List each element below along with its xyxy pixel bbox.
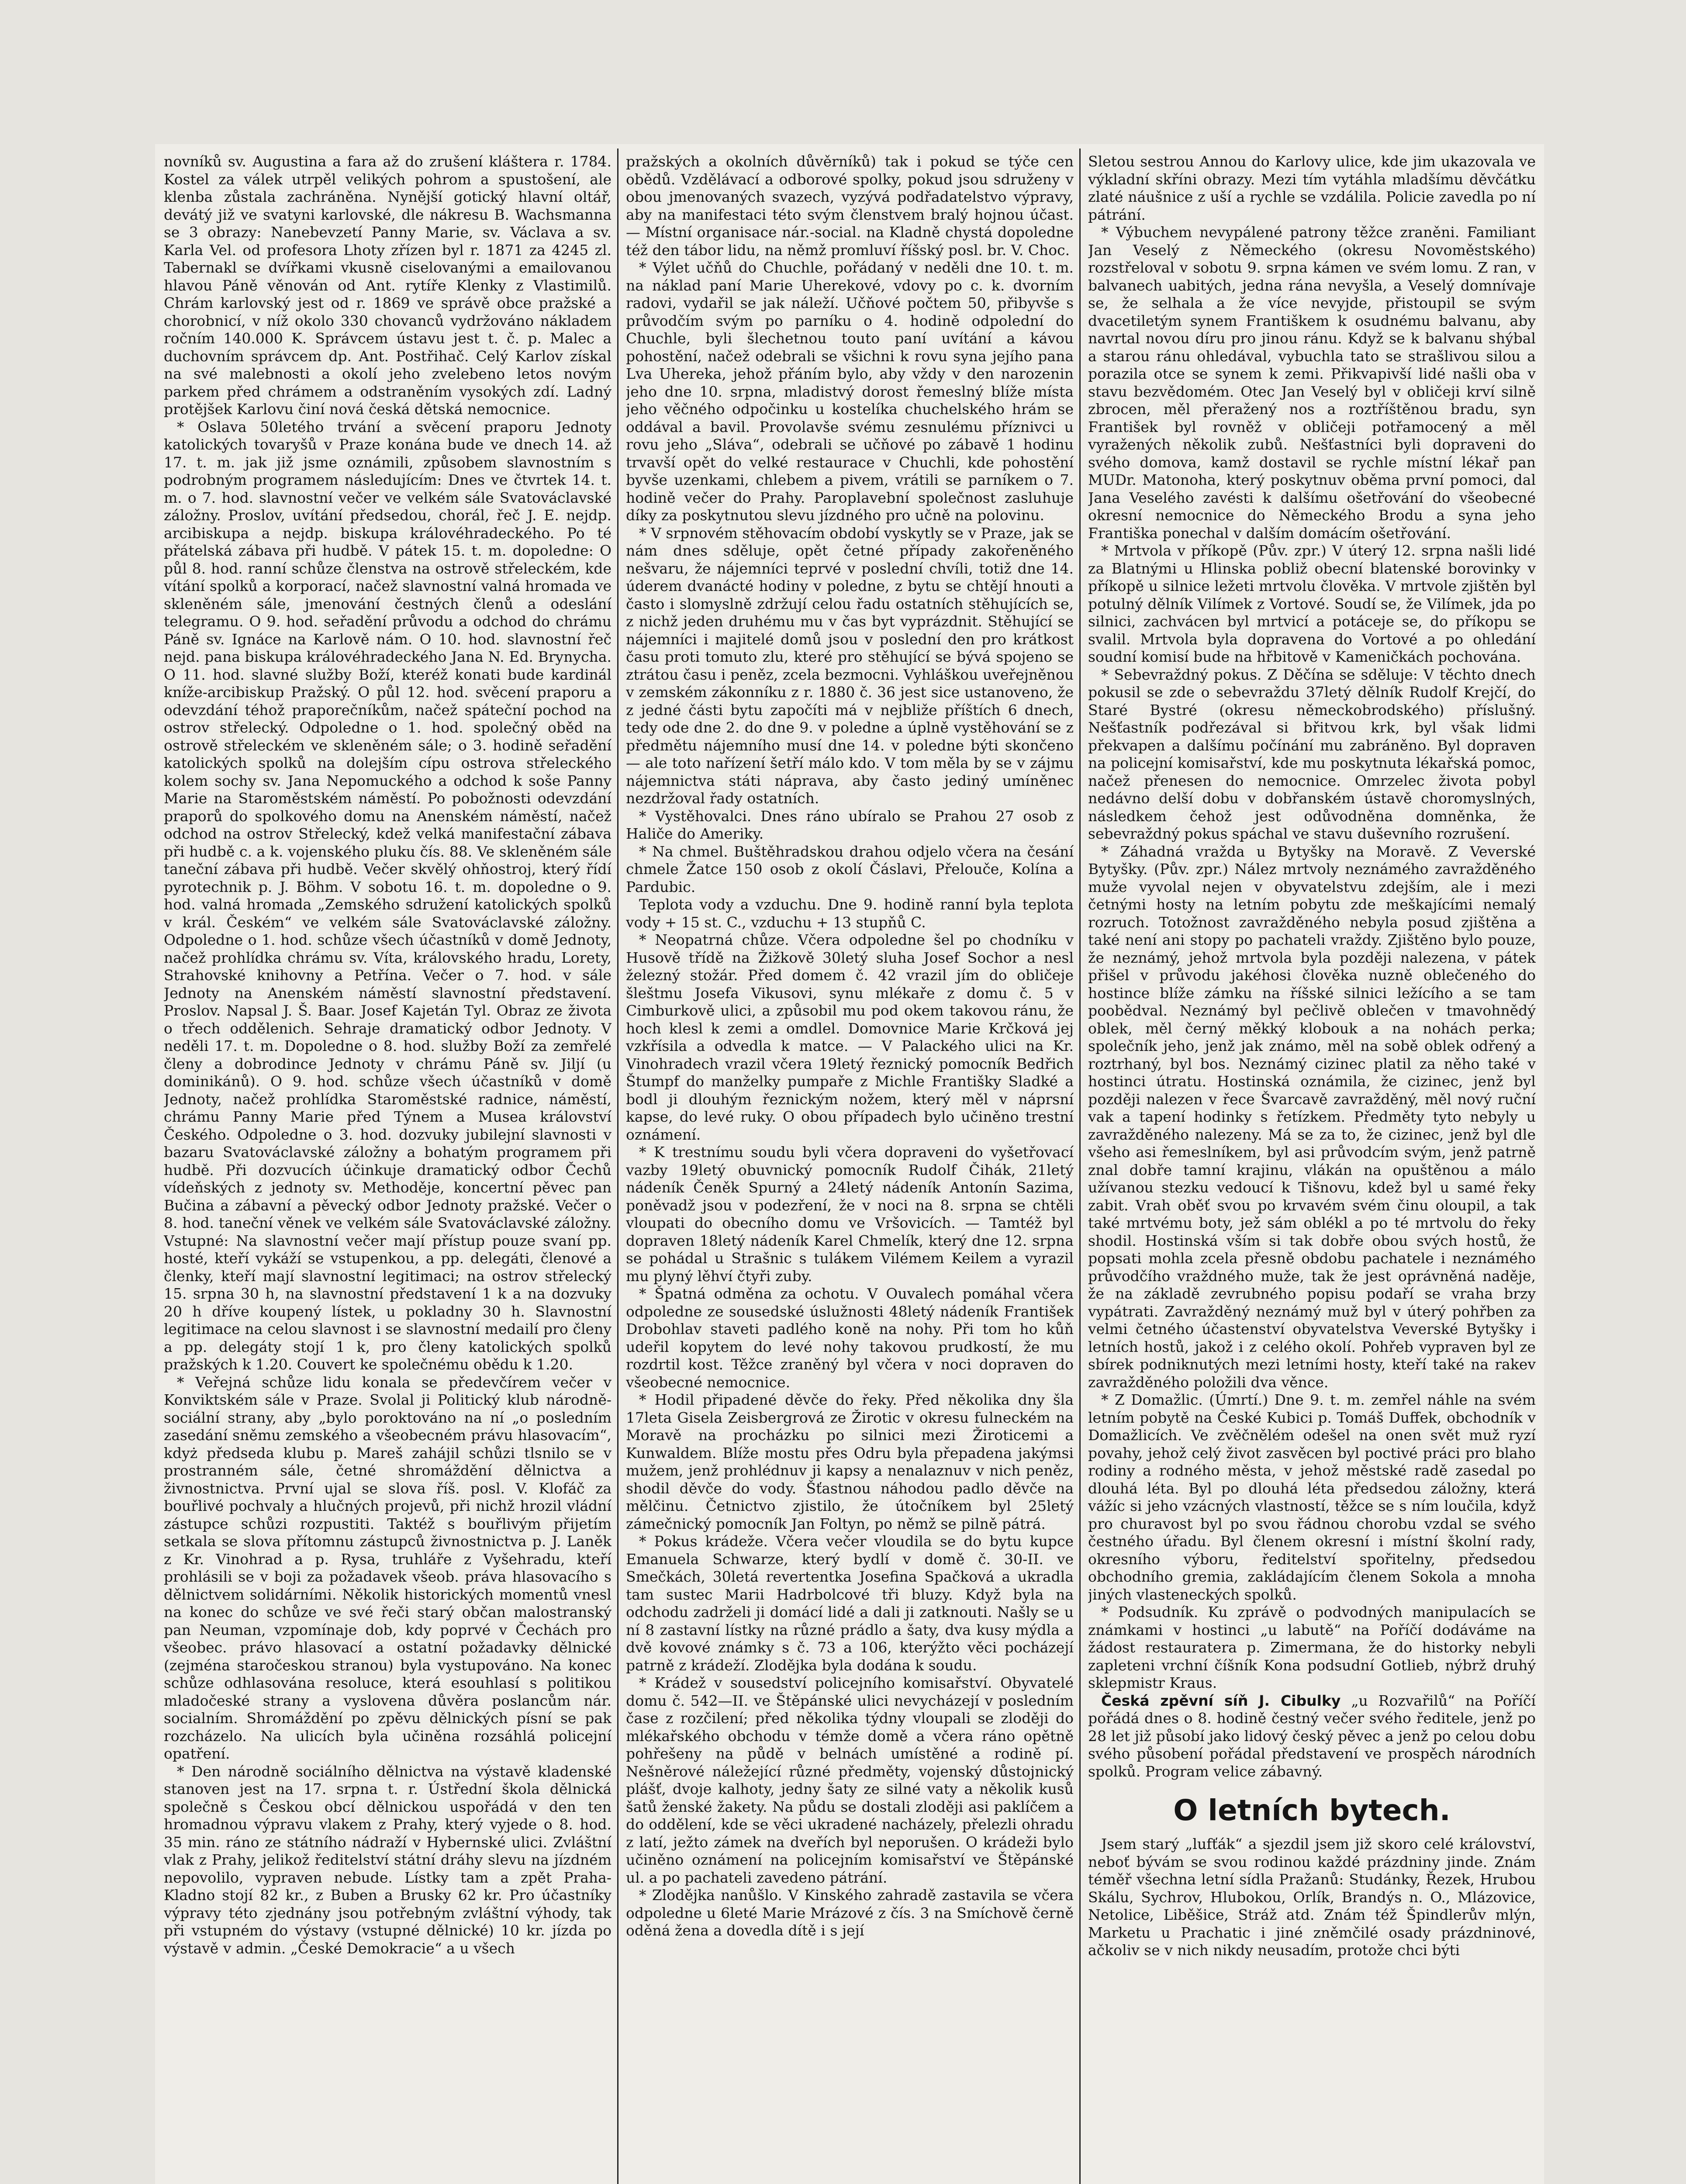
article-paragraph: Sletou sestrou Annou do Karlovy ulice, kde jim ukazovala ve výkladní skříni obrazy. Mezi tím vytáhla mladšímu děvčátku zlaté náušnice z uší a rychle se vzdálila. Policie zavedla po ní pátrání. xyxy=(1088,153,1536,223)
article-paragraph: * Zlodějka nanůšlo. V Kinského zahradě zastavila se včera odpoledne u 6leté Marie Mrázové z čís. 3 na Smíchově černě oděná žena a dovedla dítě i s její xyxy=(626,1887,1074,1939)
column-3 xyxy=(1088,153,1536,2184)
section-title: O letních bytech. xyxy=(1173,1794,1451,1827)
article-paragraph: * Sebevraždný pokus. Z Děčína se sděluje: V těchto dnech pokusil se zde o sebevraždu 37letý dělník Rudolf Krejčí, do Staré Bystré (okresu německobrodského) příslušný. Nešťastník podřezával si břitvou krk, byl však lidmi překvapen a dalšímu počínání mu zabráněno. Byl dopraven na policejní komisařství, kde mu poskytnuta lékařská pomoc, načež přenesen do nemocnice. Omrzelec života pobyl nedávno delší dobu v dobřanském ústavě choromyslných, následkem čehož jest odůvodněna domněnka, že sebevraždný pokus spáchal ve stavu duševního rozrušení. xyxy=(1088,666,1536,842)
article-paragraph: * Podsudník. Ku zprávě o podvodných manipulacích se známkami v hostinci „u labutě“ na Poříčí dodáváme na žádost restauratera p. Zimermana, že do historky nebyli zapleteni vrchní číšník Kona podsudní Gotlieb, nýbrž druhý sklepmistr Kraus. xyxy=(1088,1603,1536,1691)
advert-name: Česká zpěvní síň J. Cibulky xyxy=(1101,1692,1341,1709)
article-paragraph: Teplota vody a vzduchu. Dne 9. hodině ranní byla teplota vody + 15 st. C., vzduchu + 13 stupňů C. xyxy=(626,896,1074,931)
article-paragraph: * Neopatrná chůze. Včera odpoledne šel po chodníku v Husově třídě na Žižkově 30letý sluha Josef Sochor a nesl železný stožár. Před domem č. 42 vrazil jím do obličeje šleštmu Josefa Vikusovi, synu mlékaře z domu č. 5 v Cimburkově ulici, a způsobil mu pod okem takovou ránu, že hoch klesl k zemi a omdlel. Domovnice Marie Krčková jej vzkřísila a odvedla k matce. — V Palackého ulici na Kr. Vinohradech vrazil včera 19letý řeznický pomocník Bedřich Štumpf do manželky pumpaře z Michle Františky Sladké a bodl ji dlouhým řeznickým nožem, který měl v náprsní kapse, do levé ruky. O obou případech bylo učiněno trestní oznámení. xyxy=(626,931,1074,1143)
article-paragraph: pražských a okolních důvěrníků) tak i pokud se týče cen obědů. Vzdělávací a odborové spolky, pokud jsou sdruženy v obou jmenovaných svazech, vyzývá podřadatelstvo výpravy, aby na manifestaci této svým členstvem bralý hojnou účast. — Místní organisace nár.-social. na Kladně chystá dopoledne též den tábor lidu, na němž promluví říšský posl. br. V. Choc. xyxy=(626,153,1074,259)
article-paragraph: * Na chmel. Buštěhradskou drahou odjelo včera na česání chmele Žatce 150 osob z okolí Čáslavi, Přelouče, Kolína a Pardubic. xyxy=(626,843,1074,895)
article-paragraph: * Den národně sociálního dělnictva na výstavě kladenské stanoven jest na 17. srpna t. r. Ústřední škola dělnická společně s Českou obcí dělnickou uspořádá v den ten hromadnou výpravu vlakem z Prahy, který vyjede o 8. hod. 35 min. ráno ze státního nádraží v Hybernské ulici. Zvláštní vlak z Prahy, jelikož ředitelství státní dráhy slevu na jízdném nepovolilo, vypraven nebude. Lístky tam a zpět Praha-Kladno stojí 82 kr., z Buben a Brusky 62 kr. Pro účastníky výpravy této zjednány jsou potřebným zvláštní výhody, tak při vstupném do výstavy (vstupné dělnické) 10 kr. jízda po výstavě v admin. „České Demokracie“ a u všech xyxy=(164,1762,612,1957)
article-paragraph: * Výbuchem nevypálené patrony těžce zraněni. Familiant Jan Veselý z Německého (okresu Novoměstského) rozstřeloval v sobotu 9. srpna kámen ve svém lomu. Z ran, v balvanech uabitých, jedna rána nevyšla, a Veselý domnívaje se, že selhala a že více nevyjde, přistoupil se svým dvacetiletým synem Františkem k osudnému balvanu, aby navrtal novou díru pro jinou ránu. Když se k balvanu shýbal a starou ránu ohledával, vybuchla tato se strašlivou silou a porazila otce se synem k zemi. Přikvapivší lidé našli oba v stavu bezvědomém. Otec Jan Veselý byl v obličeji krví silně zbrocen, měl přeražený nos a roztříštěnou bradu, syn František byl rovněž v obličeji potřamocený a měl vyražených několik zubů. Nešťastníci byli dopraveni do svého domova, kamž dostavil se rychle místní lékař pan MUDr. Matonoha, který poskytnuv oběma první pomoci, dal Jana Veselého zavésti k dalšímu ošetřování do všeobecné okresní nemocnice do Německého Brodu a syna jeho Františka ponechal v dalším domácím ošetřování. xyxy=(1088,224,1536,542)
article-paragraph: * Mrtvola v příkopě (Pův. zpr.) V úterý 12. srpna našli lidé za Blatnými u Hlinska pobliž obecní blatenské borovinky v příkopě u silnice ležeti mrtvolu člověka. V mrtvole zjištěn byl potulný dělník Vilímek z Vortové. Soudí se, že Vilímek, jda po silnici, zachvácen byl mrtvicí a potáceje se, do příkopu se svalil. Mrtvola byla dopravena do Vortové a po ohledání soudní komisí bude na hřbitově v Kameničkách pochována. xyxy=(1088,542,1536,665)
newspaper-page xyxy=(155,144,1544,2184)
article-paragraph: * Krádež v sousedství policejního komisařství. Obyvatelé domu č. 542—II. ve Štěpánské ulici nevycházejí v posledním čase z rozčilení; před několika týdny vloupali se zloději do mlékařského obchodu v témže domě a včera ráno opětně pohřešeny na půdě v belnách umístěné a rodině pí. Nešněrové náležející různé předměty, vojenský důstojnický plášť, dvoje kalhoty, jedny šaty ze silné vaty a několik kusů šatů ženské žakety. Na půdu se dostali zloději asi paklíčem a do oddělení, kde se věci ukradené nacházely, přelezli ohradu z latí, ježto zámek na dveřích byl neporušen. O krádeži bylo učiněno oznámení na policejním komisařství ve Štěpánské ul. a po pachateli zavedeno pátrání. xyxy=(626,1674,1074,1886)
column-rule xyxy=(1079,149,1081,2184)
column-1 xyxy=(164,153,612,2184)
column-2 xyxy=(626,153,1074,2184)
article-paragraph: * Oslava 50letého trvání a svěcení praporu Jednoty katolických tovaryšů v Praze konána bude ve dnech 14. až 17. t. m. jak již jsme oznámili, způsobem slavnostním s podrobným programem následujícím: Dnes ve čtvrtek 14. t. m. o 7. hod. slavnostní večer ve velkém sále Svatováclavské záložny. Proslov, uvítání předsedou, chorál, řeč J. E. nejdp. arcibiskupa a nejdp. biskupa královéhradeckého. Po té přátelská zábava při hudbě. V pátek 15. t. m. dopoledne: O půl 8. hod. ranní schůze členstva na ostrově střeleckém, kde vítání spolků a korporací, načež slavnostní valná hromada ve skleněném sále, jmenování čestných členů a odeslání telegramu. O 9. hod. seřadění průvodu a odchod do chrámu Páně sv. Ignáce na Karlově nám. O 10. hod. slavnostní řeč nejd. pana biskupa královéhradeckého Jana N. Ed. Brynycha. O 11. hod. slavné služby Boží, kteréž konati bude kardinál kníže-arcibiskup Pražský. O půl 12. hod. svěcení praporu a odevzdání téhož praporečníkům, načež spáteční pochod na ostrov střelecký. Odpoledne o 1. hod. společný oběd na ostrově střeleckém ve skleněném sále; o 3. hodině seřadění katolických spolků na dolejším cípu ostrova střeleckého kolem sochy sv. Jana Nepomuckého a odchod k soše Panny Marie na Staroměstském náměstí. Po pobožnosti odevzdání praporů do spolkového domu na Anenském náměstí, načež odchod na ostrov Střelecký, kdež velká manifestační zábava při hudbě c. a k. vojenského pluku čís. 88. Ve skleněném sále taneční zábava při hudbě. Večer skvělý ohňostroj, který řídí pyrotechnik p. J. Böhm. V sobotu 16. t. m. dopoledne o 9. hod. valná hromada „Zemského sdružení katolických spolků v král. Českém“ ve velkém sále Svatováclavské záložny. Odpoledne o 1. hod. schůze všech účastníků v domě Jednoty, načež prohlídka chrámu sv. Víta, královského hradu, Lorety, Strahovské knihovny a Petřína. Večer o 7. hod. v sále Jednoty na Anenském náměstí slavnostní představení. Proslov. Napsal J. Š. Baar. Josef Kajetán Tyl. Obraz ze života o třech oddělenich. Sehraje dramatický odbor Jednoty. V neděli 17. t. m. Dopoledne o 8. hod. služby Boží za zemřelé členy a dobrodince Jednoty v chrámu Páně sv. Jiljí (u dominikánů). O 9. hod. schůze všech účastníků v domě Jednoty, načež prohlídka Staroměstské radnice, náměstí, chrámu Panny Marie před Týnem a Musea království Českého. Odpoledne o 3. hod. dozvuky jubilejní slavnosti v bazaru Svatováclavské záložny a bohatým programem při hudbě. Při dozvucích účinkuje dramatický odbor Čechů vídeňských z jednoty sv. Methoděje, koncertní pěvec pan Bučina a zábavní a pěvecký odbor Jednoty pražské. Večer o 8. hod. taneční věnek ve velkém sále Svatováclavské záložny. Vstupné: Na slavnostní večer mají přístup pouze svaní pp. hosté, kteří vykáží se vstupenkou, a pp. delegáti, členové a členky, kteří mají slavnostní legitimaci; na ostrov střelecký 15. srpna 30 h, na slavnostní představení 1 k a na dozvuky 20 h dříve koupený lístek, u pokladny 30 h. Slavnostní legitimace na celou slavnost i se slavnostní medailí pro členy a pp. delegáty stojí 1 k, pro členy katolických spolků pražských k 1.20. Couvert ke společnému obědu k 1.20. xyxy=(164,418,612,1373)
advert-text: „u Rozvařilů“ na Poříčí pořádá dnes o 8. hodině čestný večer svého ředitele, jenž po 28 let již působí jako lidový český pěvec a jenž po celou dobu svého působení pořádal představení ve prospěch národních spolků. Program velice zábavný. xyxy=(1088,1692,1536,1780)
article-paragraph: * Hodil připadené děvče do řeky. Před několika dny šla 17leta Gisela Zeisbergrová ze Žirotic v okresu fulneckém na Moravě na procházku po silnici mezi Žiroticemi a Kunwaldem. Blíže mostu přes Odru byla přepadena jakýmsi mužem, jenž prohlédnuv ji kapsy a nenalaznuv v nich peněz, shodil děvče do vody. Šťastnou náhodou padlo děvče na mělčinu. Četnictvo zjistilo, že útočníkem byl 25letý zámečnický pomocník Jan Foltyn, po němž se pilně pátrá. xyxy=(626,1391,1074,1532)
article-paragraph: * Z Domažlic. (Úmrtí.) Dne 9. t. m. zemřel náhle na svém letním pobytě na České Kubici p. Tomáš Duffek, obchodník v Domažlicích. Ve zvěčnělém odešel na onen svět muž ryzí povahy, jehož celý život zasvěcen byl poctivé práci pro blaho rodiny a rodného města, v jehož městské radě zasedal po dlouhá léta. Byl po dlouhá léta předsedou záložny, která vážíc si jeho vzácných vlastností, těžce se s ním loučila, když pro churavost byl po svou řádnou chorobu vzdal se svého čestného úřadu. Byl členem okresní i místní školní rady, okresního výboru, ředitelství spořitelny, předsedou obchodního gremia, zakládajícím členem Sokola a mnoha jiných vlasteneckých spolků. xyxy=(1088,1391,1536,1603)
article-paragraph: * Veřejná schůze lidu konala se předevčírem večer v Konviktském sále v Praze. Svolal ji Politický klub národně-sociální strany, aby „bylo poroktováno na ní „o posledním zasedání sněmu zemského a všeobecném právu hlasovacím“, kdyż předseda klubu p. Mareš zahájil schůzi tlsnilo se v prostranném sále, četné shromáždění dělnictva a živnostnictva. První ujal se slova říš. posl. V. Klofáč za bouřlivé pochvaly a hlučných projevů, při nichž hrozil vládní zástupce schůzi rozpustiti. Taktéž s bouřlivým přijetím setkala se slova přítomnu zástupců živnostnictva p. J. Laněk z Kr. Vinohrad a p. Rysa, truhláře z Vyšehradu, kteří prohlásili se v boji za požadavek všeob. práva hlasovacího s dělnictvem solidárními. Několik historických momentů vnesl na konec do schůze ve své řeči starý občan malostranský pan Neuman, vzpomínaje dob, kdy poprvé v Čechách pro všeobec. právo hlasovací a ostatní požadavky dělnické (zejména staročeskou stranou) byla vystupováno. Na konec schůze odhlasována resoluce, která esouhlasí s politikou mladočeské strany a vyslovena důvěra poslancům nár. socialním. Shromáždění po zpěvu dělnických písní se pak rozcházelo. Na ulicích byla učiněna rozsáhlá policejní opatření. xyxy=(164,1373,612,1762)
article-paragraph: * V srpnovém stěhovacím období vyskytly se v Praze, jak se nám dnes sděluje, opět četné případy zakořeněného nešvaru, že nájemníci teprvé v poslední chvíli, totiž dne 14. úderem dvanácté hodiny v poledne, z bytu se chtějí hnouti a často i slomyslně zdržují celou řadu ostatních stěhujících se, z nichž jeden druhému mu v čas byt vyprázdnit. Stěhující se nájemníci i majitelé domů jsou v poslední den pro krátkost času proti tomuto zlu, které pro stěhující se bývá spojeno se ztrátou času i peněz, zcela bezmocni. Vyhláškou uveřejněnou v zemském zákonníku z r. 1880 č. 36 jest sice ustanoveno, že z jedné části bytu započíti má v nejbliže příštích 6 dnech, tedy ode dne 2. do dne 9. v poledne a úplně vystěhování se z předmětu nájemního musí dne 14. v poledne býti skončeno — ale toto nařízení šetří málo kdo. V tom měla by se v zájmu nájemnictva státi náprava, aby často jediný umíněnec nezdržoval řady ostatních. xyxy=(626,524,1074,807)
article-paragraph: novníků sv. Augustina a fara až do zrušení kláštera r. 1784. Kostel za válek utrpěl velikých pohrom a spustošení, ale klenba zůstala zachráněna. Nynější gotický hlavní oltář, devátý již ve svatyni karlovské, dle nákresu B. Wachsmanna se 3 obrazy: Nanebevzetí Panny Marie, sv. Václava a sv. Karla Vel. od profesora Lhoty zřízen byl r. 1871 za 4245 zl. Tabernakl se dvířkami vkusně ciselovanými a emailovanou hlavou Páně věnován od Ant. rytíře Klenky z Vlastimilů. Chrám karlovský jest od r. 1869 ve správě obce pražské a chorobnicí, v níž okolo 330 chovanců vydržováno nákladem ročním 140.000 K. Správcem ústavu jest t. č. p. Malec a duchovním správcem dp. Ant. Postřihač. Celý Karlov získal na své malebnosti a okolí jeho zvelebeno letos novým parkem před chrámem a odstraněním vysokých zdí. Ladný protějšek Karlovu činí nová česká dětská nemocnice. xyxy=(164,153,612,418)
article-paragraph: * Záhadná vražda u Bytyšky na Moravě. Z Veverské Bytyšky. (Pův. zpr.) Nález mrtvoly neznámého zavražděného muže vyvolal nejen v obyvatelstvu zdejším, ale i mezi četnými hosty na letním pobytu zde meškajícími nemalý rozruch. Totožnost zavražděného nebyla posud zjištěna a také není ani stopy po pachateli vraždy. Zjištěno bylo pouze, že neznámý, jehož mrtvola byla později nalezena, v pátek přišel v průvodu jakéhosi člověka nuzně oblečeného do hostince blíže zámku na říšské silnici ležícího a se tam poobědval. Neznámý byl pečlivě oblečen v tmavohnědý oblek, měl černý měkký klobouk a na nohách perka; společník jeho, jenž jak známo, měl na sobě oblek odřený a roztrhaný, byl bos. Neznámý cizinec platil za něho také v hostinci útratu. Hostinská oznámila, že cizinec, jenž byl později nalezen v řece Švarcavě zavražděný, měl nový ruční vak a tapení hodinky s řetízkem. Předměty tyto nebyly u zavražděného nalezeny. Má se za to, že cizinec, jenž byl dle všeho asi řemeslníkem, byl asi průvodcím svým, jenž patrně znal dobře tamní krajinu, vlákán na opuštěnou a málo užívanou stezku vedoucí k Tišnovu, kdež byl u samé řeky zabit. Vrah oběť svou po krvavém svém činu oloupil, a tak také mrtvému boty, jež sám oblékl a po té mrtvolu do řeky shodil. Hostinská vším si tak dobře obou svých hostů, že popsati mohla zcela přesně obdobu pachatele i neznámého průvodčího vraždného muže, tak že jest oprávněná naděje, že na základě zevrubného popisu podaří se vraha brzy vypátrati. Zavražděný neznámý muž byl v úterý pohřben za velmi četného účastenství obyvatelstva Veverské Bytyšky i letních hostů, jakož i z celého okolí. Pohřeb vypraven byl ze sbírek podniknutých mezi letními hosty, kteří také na rakev zavražděného položili dva věnce. xyxy=(1088,843,1536,1391)
article-paragraph: * Pokus krádeže. Včera večer vloudila se do bytu kupce Emanuela Schwarze, který bydlí v domě č. 30-II. ve Smečkách, 30letá revertentka Josefina Spačková a ukradla tam sustec Marii Hadrbolcové tři bluzy. Když byla na odchodu zadrželi ji domácí lidé a dali ji zatknouti. Našly se u ní 8 zastavní lístky na různé prádlo a šaty, dva kusy mýdla a dvě kovové známky s č. 73 a 106, kterýžto věci pocházejí patrně z krádeží. Zlodějka byla dodána k soudu. xyxy=(626,1533,1074,1674)
article-paragraph: * K trestnímu soudu byli včera dopraveni do vyšetřovací vazby 19letý obuvnický pomocník Rudolf Čihák, 21letý nádeník Čeněk Spurný a 24letý nádeník Antonín Sazima, poněvadž jsou v podezření, že v noci na 8. srpna se chtěli vloupati do obecního domu ve Vršovicích. — Tamtéž byl dopraven 18letý nádeník Karel Chmelík, který dne 12. srpna se pohádal u Strašnic s tulákem Vilémem Keilem a vyrazil mu plyný lěhví čtyři zuby. xyxy=(626,1144,1074,1285)
article-paragraph: * Špatná odměna za ochotu. V Ouvalech pomáhal včera odpoledne ze sousedské úslužnosti 48letý nádeník František Drobohlav staveti padlého koně na nohy. Při tom ho kůň udeřil kopytem do levé nohy takovou prudkostí, že mu rozdrtil kost. Těžce zraněný byl včera v noci dopraven do všeobecné nemocnice. xyxy=(626,1285,1074,1391)
column-rule xyxy=(617,149,618,2184)
advert-paragraph xyxy=(1088,1692,1536,1781)
article-paragraph: Jsem starý „lufťák“ a sjezdil jsem již skoro celé království, neboť bývám se svou rodinou každé prázdniny jinde. Znám téměř všechna letní sídla Pražanů: Studánky, Řezek, Hrubou Skálu, Sychrov, Hlubokou, Orlík, Brandýs n. O., Mlázovice, Netolice, Liběšice, Stráž atd. Znám též Špindlerův mlýn, Marketu u Prachatic i jiné zněmčilé osady prázdninové, ačkoliv se v nich nikdy neusadím, protože chci býti xyxy=(1088,1835,1536,1959)
article-paragraph: * Výlet učňů do Chuchle, pořádaný v neděli dne 10. t. m. na náklad paní Marie Uherekové, vdovy po c. k. dvorním radovi, vydařil se jak náleží. Učňové počtem 50, přibyvše s průvodčím svým po parníku o 4. hodině odpolední do Chuchle, byli šlechetnou touto paní uvítání a kávou pohostění, načež odebrali se všichni k rovu syna jejího pana Lva Uhereka, jehož přáním bylo, aby vždy v den narozenin jeho dne 10. srpna, mladistvý dorost řemeslný blíže místa jeho věčného odpočinku u kostelíka chuchelského hrám se oddával a bavil. Provolavše svému zesnulému příznivci u rovu jeho „Sláva“, odebrali se učňové po zábavě 1 hodinu trvavší opět do velké restaurace v Chuchli, kde pohostění byvše uzenkami, chlebem a pivem, vrátili se parníkem o 7. hodině večer do Prahy. Paroplavební společnost zasluhuje díky za poskytnutou slevu jízdného pro učně na polovinu. xyxy=(626,259,1074,524)
article-paragraph: * Vystěhovalci. Dnes ráno ubíralo se Prahou 27 osob z Haliče do Ameriky. xyxy=(626,807,1074,842)
